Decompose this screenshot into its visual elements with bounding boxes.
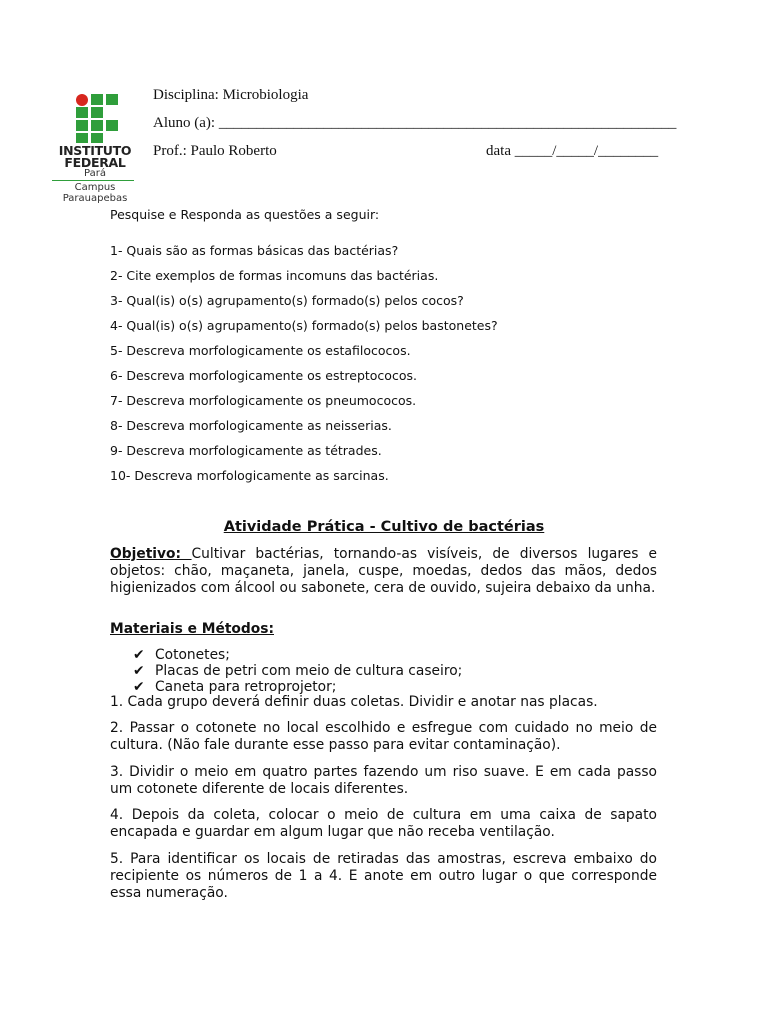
question-item: 9- Descreva morfologicamente as tétrades. (110, 443, 382, 458)
question-item: 1- Quais são as formas básicas das bactérias? (110, 243, 399, 258)
header-prof: Prof.: Paulo Roberto (153, 143, 277, 159)
method-step: 4. Depois da coleta, colocar o meio de cultura em uma caixa de sapato encapada e guardar em algum lugar que não receba ventilação. (110, 807, 657, 840)
question-item: 3- Qual(is) o(s) agrupamento(s) formado(s) pelos cocos? (110, 293, 464, 308)
materials-item-text: Caneta para retroprojetor; (155, 679, 337, 695)
institute-logo (50, 90, 140, 208)
logo-grid-icon (75, 93, 137, 143)
logo-title-line1: INSTITUTO (58, 143, 132, 158)
materials-list-item (133, 679, 336, 695)
logo-state: Pará (84, 168, 106, 179)
question-item: 4- Qual(is) o(s) agrupamento(s) formado(s) pelos bastonetes? (110, 318, 498, 333)
checkmark-icon: ✔ (133, 663, 145, 679)
objective-text: Cultivar bactérias, tornando-as visíveis, de diversos lugares e objetos: chão, maçaneta, janela, cuspe, moedas, dedos das mãos, dedos higienizados com álcool ou sabonete, cera de ouvido, sujeira debaixo da unha. (110, 546, 658, 596)
method-step: 5. Para identificar os locais de retiradas das amostras, escreva embaixo do recipiente os números de 1 a 4. E anote em outro lugar o que corresponde essa numeração. (110, 851, 657, 901)
method-step: 1. Cada grupo deverá definir duas coletas. Dividir e anotar nas placas. (110, 694, 598, 710)
checkmark-icon: ✔ (133, 679, 145, 695)
materials-item-text: Placas de petri com meio de cultura caseiro; (155, 663, 463, 679)
checkmark-icon: ✔ (133, 647, 145, 663)
logo-campus: Campus (74, 182, 116, 193)
objective-paragraph (110, 546, 657, 597)
materials-list-item (133, 663, 462, 679)
question-item: 10- Descreva morfologicamente as sarcinas. (110, 468, 389, 483)
logo-divider (52, 180, 134, 181)
header-disciplina: Disciplina: Microbiologia (153, 87, 309, 103)
materials-item-text: Cotonetes; (155, 647, 230, 663)
question-item: 6- Descreva morfologicamente os estreptococos. (110, 368, 417, 383)
materials-list-item (133, 647, 230, 663)
method-step: 2. Passar o cotonete no local escolhido e esfregue com cuidado no meio de cultura. (Não fale durante esse passo para evitar contaminação). (110, 720, 657, 753)
logo-campus-name: Parauapebas (62, 193, 128, 204)
header-aluno: Aluno (a): _____________________________________________________________ (153, 115, 677, 131)
intro-text: Pesquise e Responda as questões a seguir: (110, 207, 380, 222)
materials-heading (110, 621, 657, 638)
question-item: 7- Descreva morfologicamente os pneumococos. (110, 393, 417, 408)
activity-title: Atividade Prática - Cultivo de bactérias (223, 519, 545, 535)
logo-title-line2: FEDERAL (64, 155, 126, 170)
objective-label: Objetivo: (110, 546, 192, 562)
question-item: 2- Cite exemplos de formas incomuns das bactérias. (110, 268, 439, 283)
header-data: data _____/_____/________ (486, 143, 659, 159)
question-item: 5- Descreva morfologicamente os estafilococos. (110, 343, 411, 358)
materials-label: Materiais e Métodos: (110, 621, 274, 637)
method-step: 3. Dividir o meio em quatro partes fazendo um riso suave. E em cada passo um cotonete diferente de locais diferentes. (110, 764, 657, 797)
question-item: 8- Descreva morfologicamente as neisserias. (110, 418, 392, 433)
